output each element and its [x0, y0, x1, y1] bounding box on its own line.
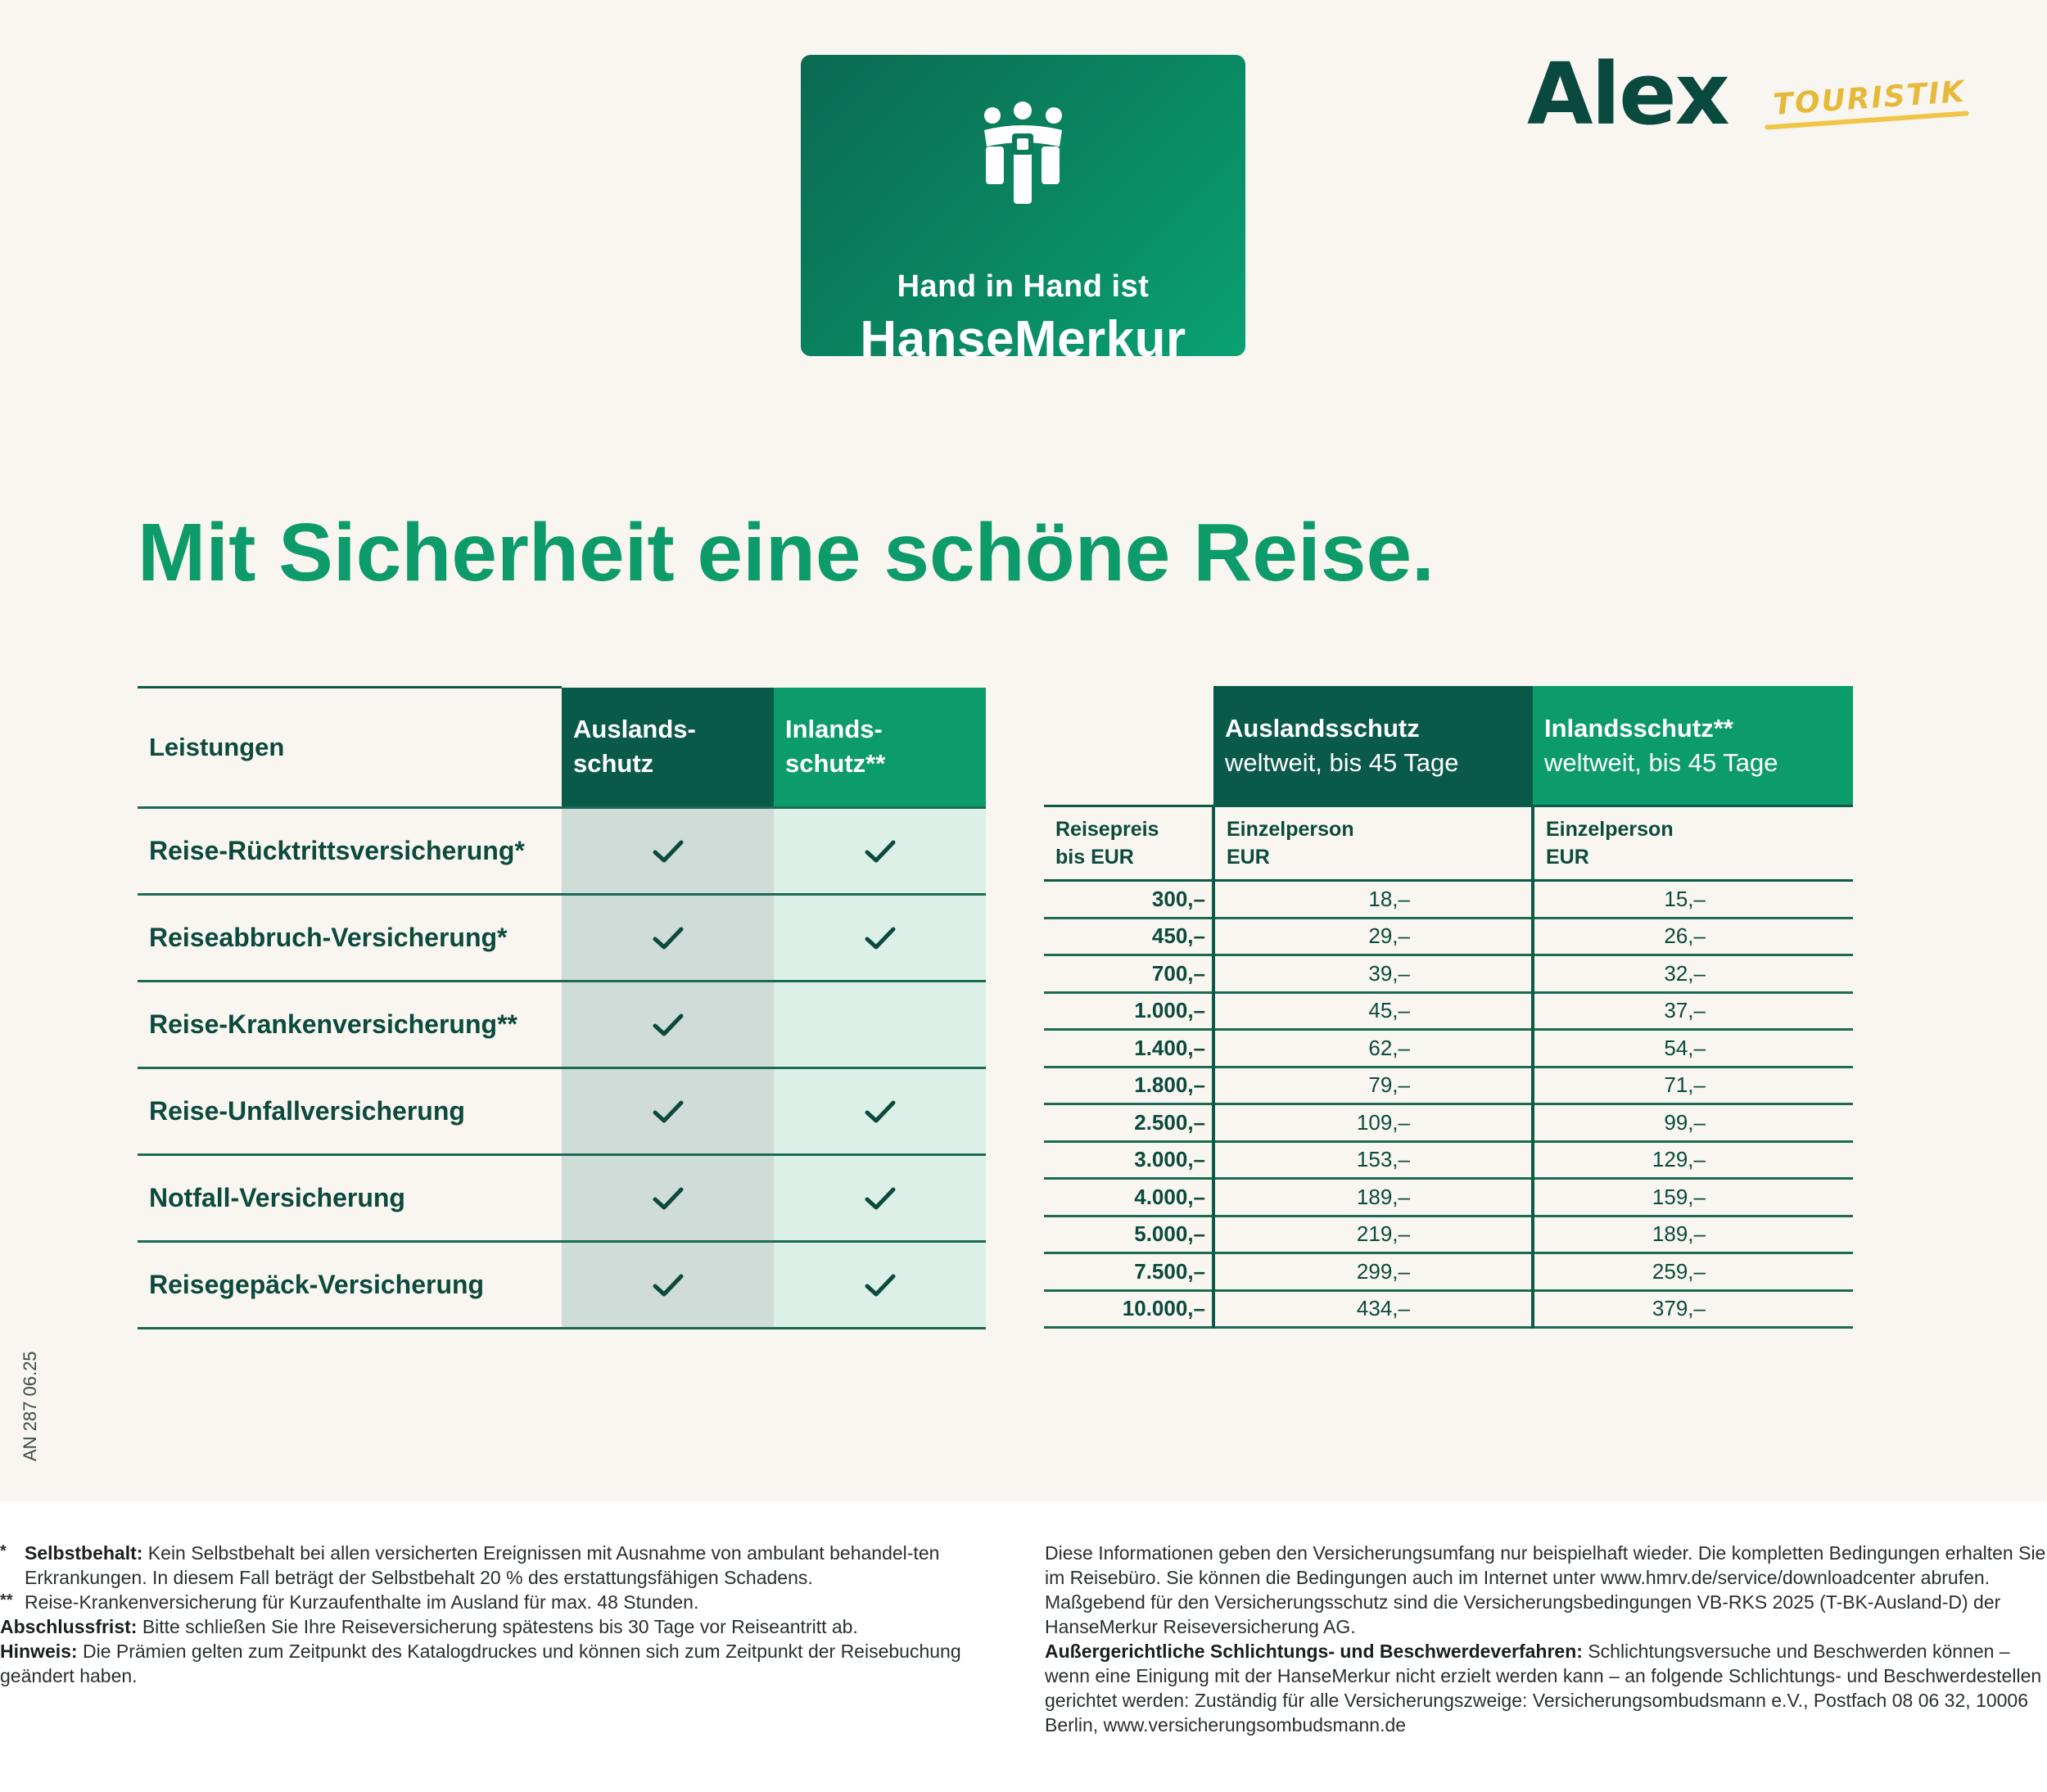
subheader-reisepreis-line2: bis EUR — [1055, 846, 1134, 869]
benefit-inlands-cell — [774, 808, 986, 895]
header-leistungen: Leistungen — [138, 688, 562, 808]
footnote-abschlussfrist-label: Abschlussfrist: — [0, 1616, 138, 1637]
footnote-abschlussfrist-text: Bitte schließen Sie Ihre Reiseversicherung spätestens bis 30 Tage vor Reiseantritt ab. — [137, 1616, 858, 1637]
footer-schlichtung-label: Außergerichtliche Schlichtungs- und Beschwerdeverfahren: — [1045, 1641, 1583, 1662]
price-inlands-cell: 71,– — [1533, 1067, 1853, 1104]
price-auslands-cell: 39,– — [1213, 955, 1533, 993]
subheader-in-line1: Einzelperson — [1546, 818, 1674, 841]
price-table — [1044, 686, 1853, 1329]
footnote-mark-2: ** — [0, 1591, 13, 1609]
price-inlands-cell: 129,– — [1533, 1141, 1853, 1179]
benefit-inlands-cell — [774, 1242, 986, 1329]
header-inlands-line1: Inlands- — [785, 715, 883, 744]
benefit-name: Notfall-Versicherung — [138, 1155, 562, 1242]
footnote-hinweis — [0, 1639, 1007, 1688]
price-auslands-cell: 219,– — [1213, 1216, 1533, 1253]
footer-left — [0, 1541, 1007, 1688]
benefit-name: Reise-Rücktrittsversicherung* — [138, 808, 562, 895]
header-inlandsschutz — [774, 688, 986, 808]
price-auslands-cell: 79,– — [1213, 1067, 1533, 1104]
price-row — [1044, 1030, 1853, 1068]
header-auslands-line1: Auslands- — [573, 715, 696, 744]
price-auslands-sub: weltweit, bis 45 Tage — [1225, 747, 1459, 777]
price-reisepreis-cell: 4.000,– — [1044, 1179, 1213, 1216]
footnote-selbstbehalt-label: Selbstbehalt: — [25, 1542, 143, 1564]
price-header-row — [1044, 686, 1853, 806]
price-reisepreis-cell: 3.000,– — [1044, 1141, 1213, 1179]
header-auslands-line2: schutz — [573, 749, 654, 779]
price-reisepreis-cell: 300,– — [1044, 881, 1213, 919]
price-reisepreis-cell: 700,– — [1044, 955, 1213, 993]
price-reisepreis-cell: 1.400,– — [1044, 1030, 1213, 1068]
subheader-einzelperson-aus — [1213, 806, 1533, 881]
checkmark-icon — [864, 925, 897, 951]
subheader-reisepreis — [1044, 806, 1213, 881]
price-inlands-cell: 15,– — [1533, 881, 1853, 919]
benefit-name: Reise-Krankenversicherung** — [138, 982, 562, 1068]
benefit-row — [138, 1242, 986, 1329]
footnote-abschlussfrist — [0, 1614, 1007, 1639]
benefit-name: Reise-Unfallversicherung — [138, 1068, 562, 1155]
price-header-auslandsschutz — [1213, 686, 1533, 806]
price-auslands-cell: 29,– — [1213, 918, 1533, 955]
benefits-table — [138, 686, 986, 1329]
benefit-inlands-cell — [774, 1068, 986, 1155]
subheader-in-line2: EUR — [1546, 846, 1589, 869]
benefit-name: Reiseabbruch-Versicherung* — [138, 895, 562, 982]
price-inlands-cell: 259,– — [1533, 1253, 1853, 1291]
price-inlands-title: Inlandsschutz** — [1544, 713, 1733, 743]
price-inlands-cell: 32,– — [1533, 955, 1853, 993]
benefit-name: Reisegepäck-Versicherung — [138, 1242, 562, 1329]
subheader-aus-line2: EUR — [1227, 846, 1270, 869]
price-inlands-cell: 189,– — [1533, 1216, 1853, 1253]
subheader-reisepreis-line1: Reisepreis — [1055, 818, 1159, 841]
price-inlands-cell: 159,– — [1533, 1179, 1853, 1216]
price-header-empty — [1044, 686, 1213, 806]
price-auslands-cell: 109,– — [1213, 1104, 1533, 1142]
checkmark-icon — [652, 1012, 685, 1038]
price-auslands-cell: 62,– — [1213, 1030, 1533, 1068]
price-row — [1044, 1104, 1853, 1142]
benefit-auslands-cell — [562, 982, 774, 1068]
footnote-kranken-text: Reise-Krankenversicherung für Kurzaufenthalte im Ausland für max. 48 Stunden. — [25, 1591, 699, 1613]
price-inlands-cell: 37,– — [1533, 992, 1853, 1030]
checkmark-icon — [652, 1272, 685, 1298]
price-row — [1044, 1253, 1853, 1291]
price-auslands-cell: 153,– — [1213, 1141, 1533, 1179]
checkmark-icon — [864, 838, 897, 864]
footnote-hinweis-label: Hinweis: — [0, 1641, 78, 1662]
price-row — [1044, 1179, 1853, 1216]
price-row — [1044, 1290, 1853, 1328]
benefit-auslands-cell — [562, 1242, 774, 1329]
alex-touristik-logo — [1527, 44, 1969, 144]
price-inlands-cell: 99,– — [1533, 1104, 1853, 1142]
price-reisepreis-cell: 10.000,– — [1044, 1290, 1213, 1328]
benefit-inlands-cell — [774, 895, 986, 982]
catalog-code: AN 287 06.25 — [20, 1351, 40, 1461]
benefit-row — [138, 982, 986, 1068]
benefit-auslands-cell — [562, 895, 774, 982]
price-reisepreis-cell: 5.000,– — [1044, 1216, 1213, 1253]
price-row — [1044, 1216, 1853, 1253]
hansemerkur-family-icon — [981, 101, 1065, 207]
benefit-auslands-cell — [562, 1155, 774, 1242]
checkmark-icon — [864, 1185, 897, 1212]
price-subheader-row — [1044, 806, 1853, 881]
benefit-row — [138, 1068, 986, 1155]
footnote-hinweis-text: Die Prämien gelten zum Zeitpunkt des Katalogdruckes und können sich zum Zeitpunkt der Reisebuchung geändert haben. — [0, 1641, 961, 1686]
benefit-row — [138, 895, 986, 982]
header-inlands-line2: schutz** — [785, 749, 886, 779]
alex-logo-word: Alex — [1527, 44, 1728, 144]
benefit-row — [138, 808, 986, 895]
benefit-inlands-cell — [774, 982, 986, 1068]
price-auslands-cell: 299,– — [1213, 1253, 1533, 1291]
footnote-mark-1: * — [0, 1542, 7, 1560]
benefit-auslands-cell — [562, 808, 774, 895]
price-row — [1044, 955, 1853, 993]
checkmark-icon — [652, 1185, 685, 1212]
benefit-inlands-cell — [774, 1155, 986, 1242]
price-row — [1044, 881, 1853, 919]
price-inlands-cell: 379,– — [1533, 1290, 1853, 1328]
hansemerkur-name: HanseMerkur — [860, 311, 1186, 368]
price-reisepreis-cell: 450,– — [1044, 918, 1213, 955]
price-row — [1044, 918, 1853, 955]
hansemerkur-tagline: Hand in Hand ist — [897, 269, 1150, 304]
alex-logo-sub: TOURISTIK — [1772, 74, 1967, 122]
footer-info-text: Diese Informationen geben den Versicherungsumfang nur beispielhaft wieder. Die kompletten Bedingungen erhalten Sie im Reisebüro. Sie können die Bedingungen auch im Internet unter www.hmrv.de/service/downloadcenter abrufen. Maßgebend für den Versicherungsschutz sind die Versicherungsbedingungen VB-RKS 2025 (T-BK-Ausland-D) der HanseMerkur Reiseversicherung AG. — [1045, 1542, 2046, 1637]
price-auslands-title: Auslandsschutz — [1225, 713, 1420, 743]
price-reisepreis-cell: 1.800,– — [1044, 1067, 1213, 1104]
checkmark-icon — [652, 925, 685, 951]
footnote-kranken — [0, 1590, 1007, 1614]
checkmark-icon — [864, 1099, 897, 1125]
benefit-row — [138, 1155, 986, 1242]
checkmark-icon — [652, 1099, 685, 1125]
price-row — [1044, 1067, 1853, 1104]
price-inlands-sub: weltweit, bis 45 Tage — [1544, 747, 1778, 777]
footer-schlichtung-text: Schlichtungsversuche und Beschwerden können – wenn eine Einigung mit der HanseMerkur nicht erzielt werden kann – an folgende Schlichtungs- und Beschwerdestellen gerichtet werden: Zuständig für alle Versicherungszweige: Versicherungsombudsmann e.V., Postfach 08 06 32, 10006 Berlin, www.versicherungsombudsmann.de — [1045, 1641, 2042, 1736]
price-auslands-cell: 434,– — [1213, 1290, 1533, 1328]
price-reisepreis-cell: 1.000,– — [1044, 992, 1213, 1030]
price-reisepreis-cell: 2.500,– — [1044, 1104, 1213, 1142]
hansemerkur-logo — [801, 55, 1245, 368]
price-row — [1044, 992, 1853, 1030]
benefit-auslands-cell — [562, 1068, 774, 1155]
price-reisepreis-cell: 7.500,– — [1044, 1253, 1213, 1291]
price-auslands-cell: 189,– — [1213, 1179, 1533, 1216]
checkmark-icon — [652, 838, 685, 864]
price-header-inlandsschutz — [1533, 686, 1853, 806]
price-auslands-cell: 18,– — [1213, 881, 1533, 919]
footnote-selbstbehalt-text: Kein Selbstbehalt bei allen versicherten Ereignissen mit Ausnahme von ambulant behandel-ten Erkrankungen. In diesem Fall beträgt der Selbstbehalt 20 % des erstattungsfähigen Schadens. — [25, 1542, 940, 1588]
checkmark-icon — [864, 1272, 897, 1298]
page-headline: Mit Sicherheit eine schöne Reise. — [138, 507, 1435, 598]
footer-right — [1045, 1541, 2047, 1737]
price-inlands-cell: 26,– — [1533, 918, 1853, 955]
footer-schlichtung — [1045, 1639, 2047, 1737]
benefits-header-row — [138, 688, 986, 808]
price-auslands-cell: 45,– — [1213, 992, 1533, 1030]
header-auslandsschutz — [562, 688, 774, 808]
price-row — [1044, 1141, 1853, 1179]
subheader-aus-line1: Einzelperson — [1227, 818, 1354, 841]
footnote-selbstbehalt — [0, 1541, 1007, 1590]
price-inlands-cell: 54,– — [1533, 1030, 1853, 1068]
subheader-einzelperson-in — [1533, 806, 1853, 881]
